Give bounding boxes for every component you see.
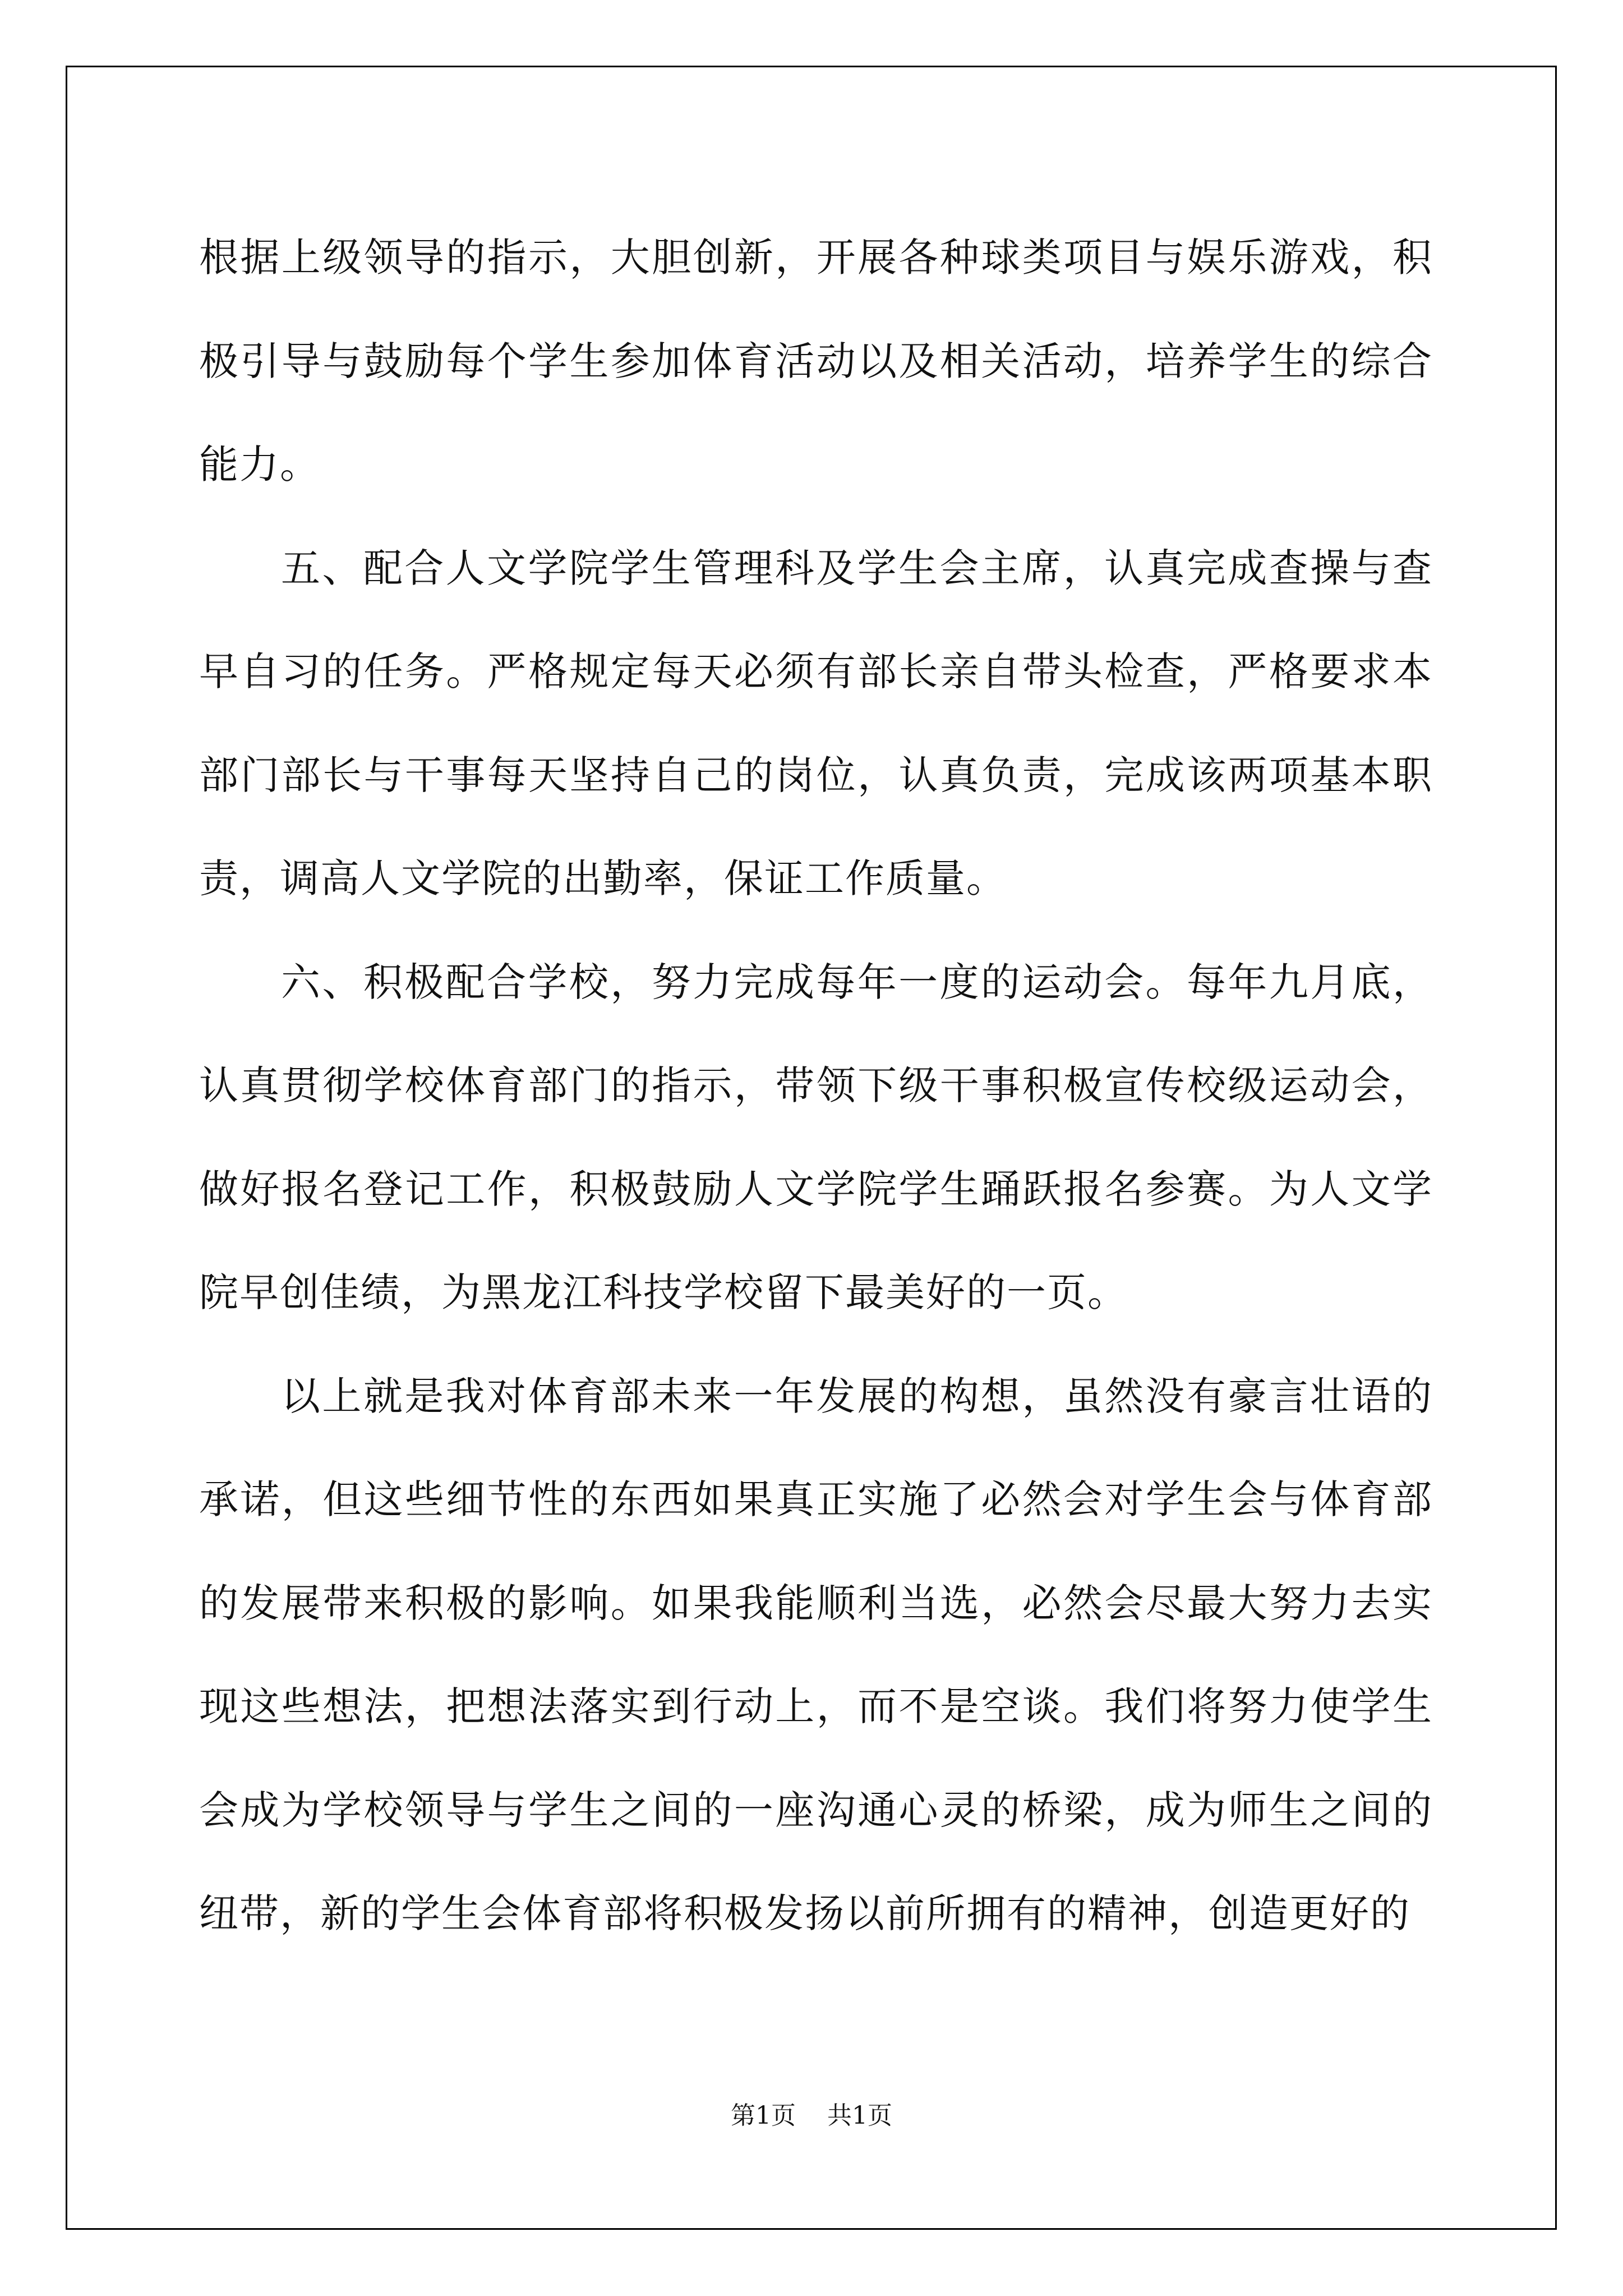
paragraph: 根据上级领导的指示，大胆创新，开展各种球类项目与娱乐游戏，积极引导与鼓励每个学生参加体育活动以及相关活动，培养学生的综合能力。	[199, 234, 1433, 487]
paragraph: 以上就是我对体育部未来一年发展的构想，虽然没有豪言壮语的承诺，但这些细节性的东西如果真正实施了必然会对学生会与体育部的发展带来积极的影响。如果我能顺利当选，必然会尽最大努力去实现这些想法，把想法落实到行动上，而不是空谈。我们将努力使学生会成为学校领导与学生之间的一座沟通心灵的桥梁，成为师生之间的纽带，新的学生会体育部将积极发扬以前所拥有的精神，创造更好的	[199, 1373, 1433, 1936]
paragraph: 六、积极配合学校，努力完成每年一度的运动会。每年九月底，认真贯彻学校体育部门的指示，带领下级干事积极宣传校级运动会，做好报名登记工作，积极鼓励人文学院学生踊跃报名参赛。为人文学院早创佳绩，为黑龙江科技学校留下最美好的一页。	[199, 959, 1433, 1315]
paragraph: 五、配合人文学院学生管理科及学生会主席，认真完成查操与查早自习的任务。严格规定每天必须有部长亲自带头检查，严格要求本部门部长与干事每天坚持自己的岗位，认真负责，完成该两项基本职责，调高人文学院的出勤率，保证工作质量。	[199, 545, 1433, 901]
page-number: 第1页	[731, 2101, 796, 2130]
document-body	[199, 206, 1433, 1966]
page-total: 共1页	[827, 2101, 892, 2130]
page-footer	[0, 2099, 1623, 2133]
